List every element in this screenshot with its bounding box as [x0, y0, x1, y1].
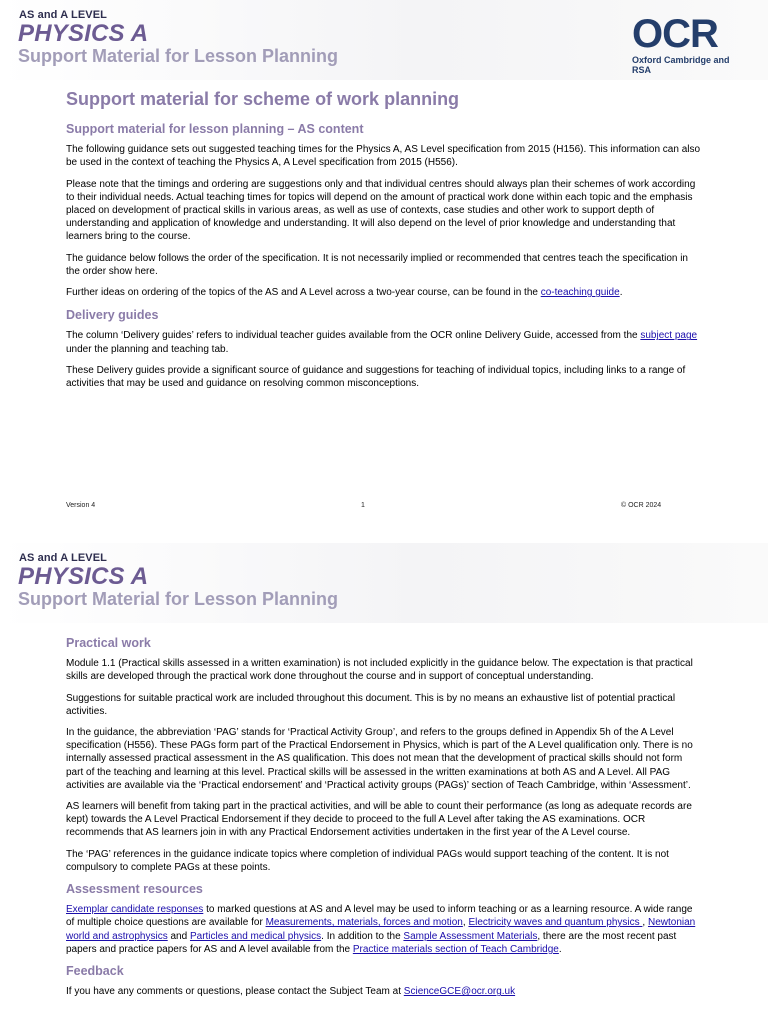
- practice-materials-link[interactable]: Practice materials section of Teach Cambridge: [352, 943, 559, 955]
- particles-link[interactable]: Particles and medical physics: [189, 930, 322, 942]
- exemplar-responses-link[interactable]: Exemplar candidate responses: [66, 904, 204, 916]
- footer-version: Version 4: [66, 502, 96, 509]
- paragraph: [66, 985, 702, 998]
- paragraph: The following guidance sets out suggested teaching times for the Physics A, AS Level specification from 2015 (H156). This information can also be used in the context of teaching the Physics A, A Level specification from 2015 (H556).: [66, 144, 701, 169]
- feedback-heading: Feedback: [66, 964, 124, 979]
- text-run: and: [167, 930, 190, 942]
- logo-text: OCR: [632, 12, 718, 56]
- subject-title: PHYSICS A: [18, 20, 149, 47]
- footer-copyright: © OCR 2024: [621, 502, 662, 509]
- text-run: under the planning and teaching tab.: [66, 343, 229, 355]
- text-run: .: [619, 287, 623, 299]
- paragraph: Please note that the timings and ordering are suggestions only and that individual centres should always plan their schemes of work according to their individual needs. Actual teaching times for topics will depend on the amount of practical work done within each topic and the emphasis placed on development of practical skills in various areas, as well as use of contexts, case studies and other work to support depth of understanding and application of knowledge and understanding. It will also depend on the level of prior knowledge and understanding that learners bring to the course.: [66, 178, 696, 243]
- text-run: If you have any comments or questions, please contact the Subject Team at: [66, 986, 404, 998]
- practical-work-heading: Practical work: [66, 636, 151, 650]
- text-run: ,: [642, 917, 648, 929]
- paragraph: AS learners will benefit from taking part in the practical activities, and will be able to count their performance (as long as adequate records are kept) towards the A Level Practical Endorsement if they decide to proceed to the full A Level after taking the AS examinations. OCR recommends that AS learners join in with any Practical Endorsement activities undertaken in the first year of the A Level course.: [66, 801, 692, 839]
- electricity-link[interactable]: Electricity waves and quantum physics: [468, 917, 643, 929]
- paragraph: In the guidance, the abbreviation ‘PAG’ stands for ‘Practical Activity Group’, and refers to the groups defined in Appendix 5h of the A Level specification (H556). These PAGs form part of the Practical Endorsement in Physics, which is part of the A Level qualification only. There is no internally assessed practical assessment in the AS qualification. This does not mean that the development of practical skills should not form part of the teaching and learning at this level. Practical skills will be assessed in the written examinations at both AS and A Level. All PAG activities are available via the ‘Practical endorsement’ and ‘Practical activity groups (PAGs)’ section of Teach Cambridge, within ‘Assessment’.: [66, 727, 693, 791]
- delivery-guides-heading: Delivery guides: [66, 308, 159, 323]
- level-label: AS and A LEVEL: [19, 9, 107, 21]
- logo-subtext: Oxford Cambridge and RSA: [632, 55, 730, 75]
- paragraph: The guidance below follows the order of the specification. It is not necessarily implied or recommended that centres teach the specification in the order show here.: [66, 252, 688, 277]
- text-run: ,: [462, 917, 469, 929]
- assessment-resources-heading: Assessment resources: [66, 882, 203, 897]
- paragraph: [66, 903, 702, 956]
- page-1-content: [66, 123, 702, 390]
- subject-title: PHYSICS A: [18, 563, 149, 590]
- page-banner: [0, 0, 768, 80]
- text-run: , there are the most recent past papers and practice papers for AS and A level available from the: [66, 930, 677, 955]
- co-teaching-guide-link[interactable]: co-teaching guide: [540, 287, 620, 299]
- level-label: AS and A LEVEL: [19, 552, 107, 564]
- banner-subtitle: Support Material for Lesson Planning: [18, 46, 339, 66]
- paragraph: Module 1.1 (Practical skills assessed in a written examination) is not included explicitly in the guidance below. The expectation is that practical skills are developed through the practical work done throughout the course and in support of conceptual understanding.: [66, 658, 693, 683]
- page-title: Support material for scheme of work planning: [66, 89, 460, 109]
- text-run: .: [558, 943, 562, 955]
- page-2: [0, 543, 768, 1024]
- page-2-content: [66, 637, 702, 998]
- newtonian-link[interactable]: Newtonian world and astrophysics: [66, 917, 696, 942]
- ocr-logo: [632, 14, 748, 75]
- text-run: The column ‘Delivery guides’ refers to individual teacher guides available from the OCR online Delivery Guide, accessed from the: [66, 330, 641, 342]
- paragraph: The ‘PAG’ references in the guidance indicate topics where completion of individual PAGs would support teaching of the content. It is not compulsory to complete PAGs at these points.: [66, 848, 669, 873]
- page-banner: [0, 543, 768, 623]
- measurements-link[interactable]: Measurements, materials, forces and motion: [265, 917, 463, 929]
- paragraph: These Delivery guides provide a significant source of guidance and suggestions for teaching of individual topics, including links to a range of activities that may be used and guidance on resolving common misconceptions.: [66, 364, 686, 390]
- section-heading: Support material for lesson planning – AS content: [66, 122, 364, 136]
- banner-subtitle: Support Material for Lesson Planning: [18, 589, 339, 609]
- paragraph: [66, 286, 702, 299]
- paragraph: [66, 329, 702, 355]
- email-link[interactable]: ScienceGCE@ocr.org.uk: [403, 986, 516, 998]
- text-run: Further ideas on ordering of the topics of the AS and A Level across a two-year course, can be found in the: [66, 287, 541, 299]
- sample-assessment-link[interactable]: Sample Assessment Materials: [403, 930, 538, 942]
- text-run: . In addition to the: [321, 930, 404, 942]
- footer-page-number: 1: [361, 502, 365, 509]
- subject-page-link[interactable]: subject page: [640, 330, 698, 342]
- paragraph: Suggestions for suitable practical work are included throughout this document. This is by no means an exhaustive list of potential practical activities.: [66, 692, 676, 717]
- text-run: to marked questions at AS and A level may be used to inform teaching or as a learning resource. A wide range of multiple choice questions are available for: [66, 904, 693, 929]
